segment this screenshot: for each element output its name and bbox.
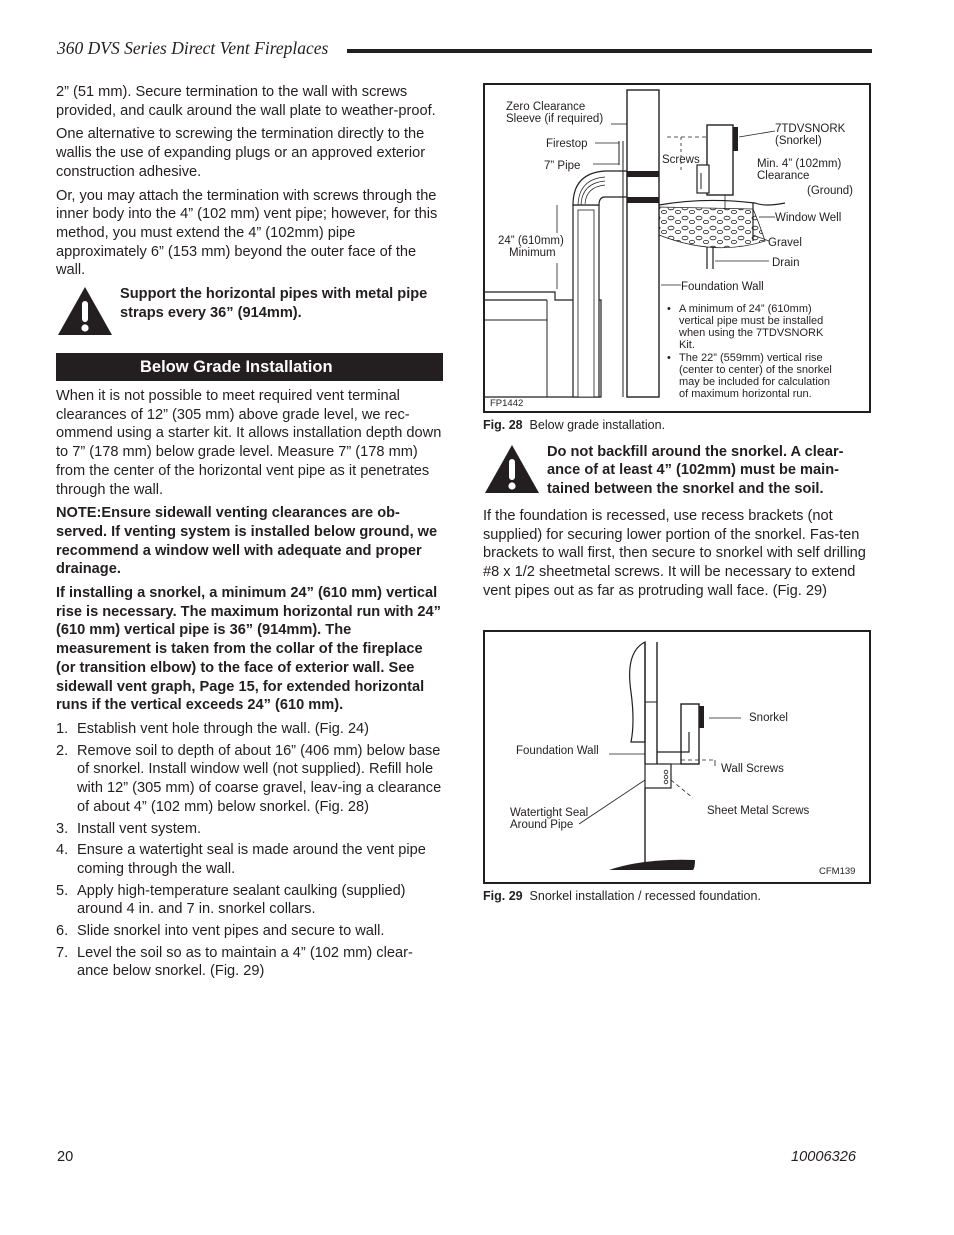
section-heading-below-grade: Below Grade Installation — [56, 353, 443, 381]
bullet-1-line-2: vertical pipe must be installed — [679, 315, 824, 327]
intro-paragraph-3: Or, you may attach the termination with screws through the inner body into the 4” (102 mm) vent pipe; however, for this method, you must extend the 4” (102mm) pipe approximately 6” (153 mm) beyond the outer face of the wall. — [56, 187, 438, 279]
below-grade-paragraph: When it is not possible to meet required vent terminal clearances of 12” (305 mm) above grade level, we rec-ommend using a starter kit. It allows installation depth down to 7” (178 mm) below grade level. Measure 7” (178 mm) from the center of the horizontal vent pipe as it penetrates through the wall. — [56, 388, 442, 498]
pipe-strap-warning — [56, 285, 443, 337]
label-7in-pipe: 7” Pipe — [544, 160, 581, 172]
label-window-well: Window Well — [775, 212, 842, 224]
label-gravel: Gravel — [768, 237, 802, 249]
figure-29 — [483, 630, 871, 884]
venting-note: NOTE:Ensure sidewall venting clearances are ob-served. If venting system is installed below ground, we recommend a window well with adequate and proper drainage. — [56, 505, 438, 578]
bullet-2-line-1: The 22” (559mm) vertical rise — [679, 352, 823, 364]
bullet-dot: • — [667, 303, 671, 315]
label-snorkel: (Snorkel) — [775, 135, 822, 147]
list-item: 5. Apply high-temperature sealant caulking (supplied) around 4 in. and 7 in. snorkel collars. — [56, 882, 406, 918]
figure-code: FP1442 — [490, 398, 524, 409]
pipe-strap-warning-text: Support the horizontal pipes with metal pipe straps every 36” (914mm). — [120, 286, 428, 321]
bullet-2-line-3: may be included for calculation — [679, 376, 831, 388]
label-screws: Screws — [662, 154, 700, 166]
label-zero-clearance-sleeve: Sleeve (if required) — [506, 113, 604, 125]
list-item: 6. Slide snorkel into vent pipes and secure to wall. — [56, 923, 385, 940]
warning-triangle-icon — [56, 285, 114, 337]
page-header — [57, 36, 872, 66]
bullet-1-line-1: A minimum of 24” (610mm) — [679, 303, 812, 315]
label-drain: Drain — [772, 257, 800, 269]
header-title: 360 DVS Series Direct Vent Fireplaces — [57, 38, 329, 58]
bullet-1-line-3: when using the 7TDVSNORK — [679, 327, 824, 339]
list-item: 3. Install vent system. — [56, 820, 202, 837]
page-number: 20 — [57, 1149, 74, 1165]
intro-paragraph-1: 2” (51 mm). Secure termination to the wall with screws provided, and caulk around the wall plate to weather-proof. — [56, 84, 436, 119]
label-around-pipe: Around Pipe — [510, 819, 574, 832]
document-code: 10006326 — [791, 1149, 856, 1165]
recessed-foundation-paragraph: If the foundation is recessed, use recess brackets (not supplied) for securing lower portion of the snorkel. Fas-ten brackets to wall first, then secure to snorkel with self drilling #8 x 1/2 sheetmetal screws. It will be necessary to extend vent pipes out as far as protruding wall face. (Fig. 29) — [483, 507, 866, 599]
label-snorkel-model: 7TDVSNORK — [775, 123, 846, 135]
label-wall-screws: Wall Screws — [721, 763, 784, 776]
figure-28-caption: Fig. 28 Below grade installation. — [483, 418, 666, 432]
list-item: 1. Establish vent hole through the wall. (Fig. 24) — [56, 720, 370, 737]
bullet-1-line-4: Kit. — [679, 339, 695, 351]
list-item: 2. Remove soil to depth of about 16” (406 mm) below base of snorkel. Install window well (not supplied). Refill hole with 12” (305 mm) of coarse gravel, leav-ing a clearance of about 4” (102 mm) below snorkel. (Fig. 28) — [56, 742, 442, 815]
bullet-2-line-2: (center to center) of the snorkel — [679, 364, 832, 376]
warning-triangle-icon — [483, 443, 541, 495]
bullet-2-line-4: of maximum horizontal run. — [679, 388, 812, 400]
figure-code: CFM139 — [819, 866, 856, 878]
backfill-warning — [483, 443, 871, 499]
snorkel-note: If installing a snorkel, a minimum 24” (610 mm) vertical rise is necessary. The maximum horizontal run with 24” (610 mm) vertical pipe is 36” (914mm). The measurement is taken from the collar of the fireplace (or transition elbow) to the face of exterior wall. See sidewall vent graph, Page 15, for extended horizontal runs if the vertical exceeds 24” (610 mm). — [56, 585, 441, 714]
bullet-dot: • — [667, 352, 671, 364]
label-24in-minimum: 24” (610mm) — [498, 235, 564, 247]
label-minimum: Minimum — [509, 247, 556, 259]
intro-paragraph-2: One alternative to screwing the termination directly to the wallis the use of expanding plugs or an approved exterior construction adhesive. — [56, 126, 426, 180]
label-sheet-metal-screws: Sheet Metal Screws — [707, 805, 810, 818]
label-zero-clearance: Zero Clearance — [506, 101, 586, 113]
label-clearance: Clearance — [757, 170, 810, 182]
right-column — [483, 83, 871, 906]
label-snorkel: Snorkel — [749, 712, 788, 725]
label-watertight-seal: Watertight Seal — [510, 807, 589, 820]
left-column — [56, 83, 443, 984]
label-min-clearance: Min. 4” (102mm) — [757, 158, 842, 170]
backfill-warning-text: Do not backfill around the snorkel. A clear-ance of at least 4” (102mm) must be main-tained between the snorkel and the soil. — [547, 443, 844, 498]
list-item: 7. Level the soil so as to maintain a 4” (102 mm) clear-ance below snorkel. (Fig. 29) — [56, 944, 413, 980]
figure-28 — [483, 83, 871, 413]
label-firestop: Firestop — [546, 138, 588, 150]
figure-29-diagram — [485, 632, 869, 882]
list-item: 4. Ensure a watertight seal is made around the vent pipe coming through the wall. — [56, 842, 426, 877]
figure-28-diagram — [485, 85, 869, 411]
label-foundation-wall: Foundation Wall — [681, 281, 764, 293]
header-rule — [347, 49, 872, 53]
installation-steps — [56, 720, 443, 981]
figure-29-caption: Fig. 29 Snorkel installation / recessed foundation. — [483, 889, 761, 904]
label-ground: (Ground) — [807, 185, 854, 197]
label-foundation-wall: Foundation Wall — [516, 745, 599, 758]
